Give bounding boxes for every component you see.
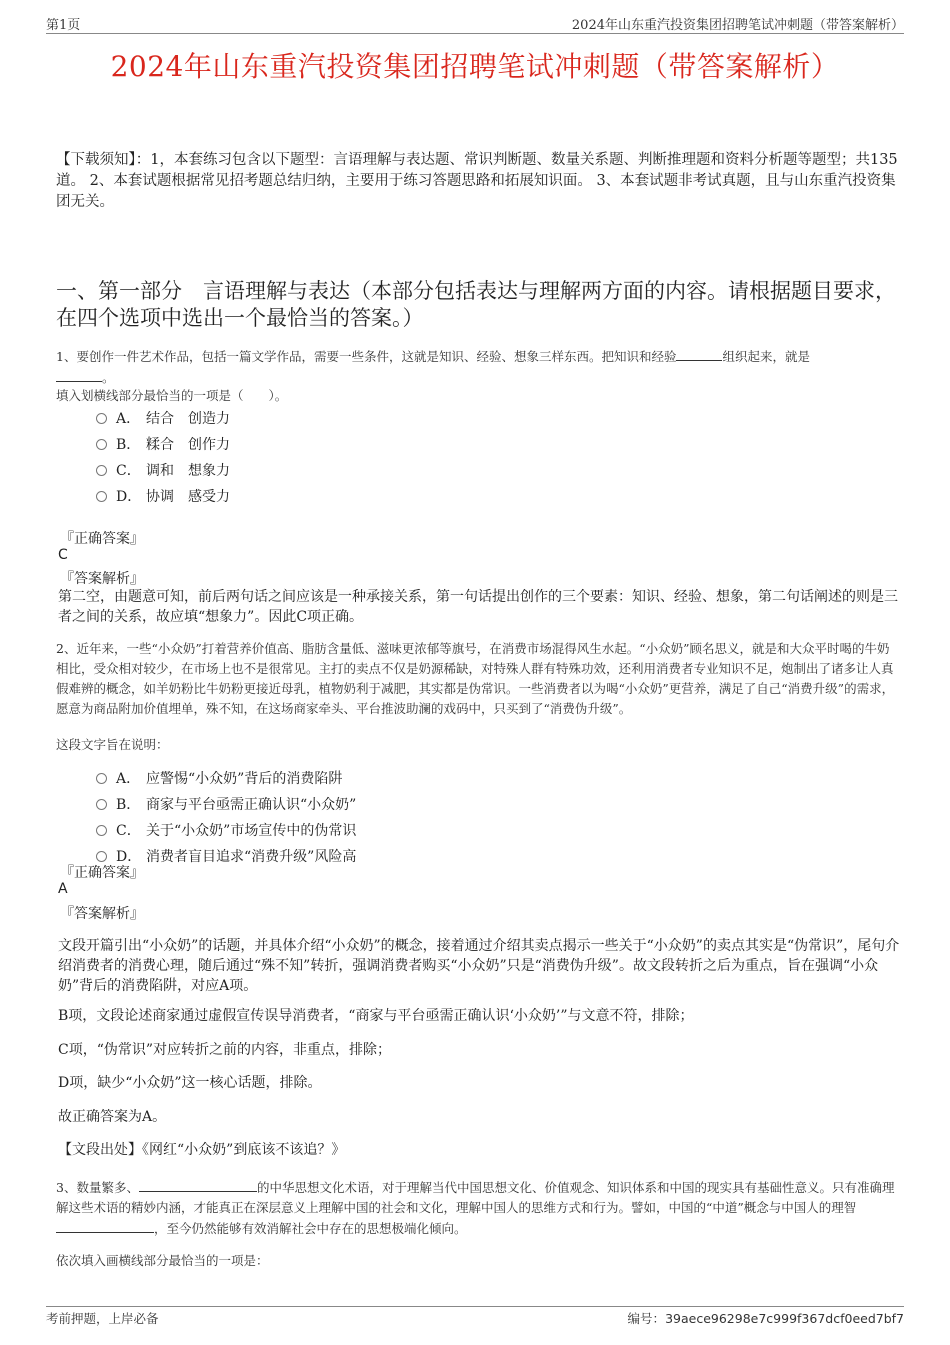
q1-stem-part-c: 。	[102, 370, 115, 385]
q3-blank-1	[139, 1177, 257, 1192]
radio-icon[interactable]	[96, 851, 107, 862]
q1-stem	[56, 346, 900, 388]
q2-answer-label: 『正确答案』	[60, 865, 144, 881]
radio-icon[interactable]	[96, 413, 107, 424]
q2-analysis-1: 文段开篇引出“小众奶”的话题，并具体介绍“小众奶”的概念，接着通过介绍其卖点揭示一些关于“小众奶”的卖点其实是“伪常识”，尾句介绍消费者的消费心理，随后通过“殊不知”转折，强调消费者购买“小众奶”只是“消费伪升级”。故文段转折之后为重点，旨在强调“小众奶”背后的消费陷阱，对应A项。	[58, 938, 900, 994]
header-divider	[46, 33, 904, 34]
radio-icon[interactable]	[96, 773, 107, 784]
q1-blank-2	[56, 367, 102, 382]
q1-option-d[interactable]: D． 协调 感受力	[96, 486, 230, 508]
q2-analysis-label: 『答案解析』	[60, 906, 144, 922]
q2-option-c[interactable]: C． 关于“小众奶”市场宣传中的伪常识	[96, 820, 356, 842]
q3-stem	[56, 1177, 900, 1239]
page-number: 第1页	[46, 18, 81, 33]
q2-prompt: 这段文字旨在说明：	[56, 737, 169, 752]
q3-stem-part-c: ，至今仍然能够有效消解社会中存在的思想极端化倾向。	[154, 1221, 467, 1236]
footer-code	[628, 1309, 904, 1327]
q2-answer: A	[58, 881, 68, 897]
page-title: 2024年山东重汽投资集团招聘笔试冲刺题（带答案解析）	[110, 50, 840, 83]
q2-analysis-4: D项，缺少“小众奶”这一核心话题，排除。	[58, 1075, 322, 1091]
q1-analysis: 第二空，由题意可知，前后两句话之间应该是一种承接关系，第一句话提出创作的三个要素：知识、经验、想象，第二句话阐述的则是三者之间的关系，故应填“想象力”。因此C项正确。	[58, 589, 898, 625]
q1-analysis-label: 『答案解析』	[60, 571, 144, 587]
q2-analysis-5: 故正确答案为A。	[58, 1109, 167, 1125]
radio-icon[interactable]	[96, 825, 107, 836]
q1-blank-1	[676, 346, 722, 361]
q2-option-d[interactable]: D． 消费者盲目追求“消费升级”风险高	[96, 846, 356, 868]
radio-icon[interactable]	[96, 799, 107, 810]
radio-icon[interactable]	[96, 491, 107, 502]
q2-source: 【文段出处】《网红“小众奶”到底该不该追？》	[58, 1142, 346, 1158]
download-notice: 【下载须知】：1，本套练习包含以下题型：言语理解与表达题、常识判断题、数量关系题、判断推理题和资料分析题等题型；共135道。 2、本套试题根据常见招考题总结归纳，主要用于练习答题思路和拓展知识面。 3、本套试题非考试真题，且与山东重汽投资集团无关。	[56, 152, 898, 210]
q2-analysis-3: C项，“伪常识”对应转折之前的内容，非重点，排除；	[58, 1042, 392, 1058]
footer-slogan: 考前押题，上岸必备	[46, 1311, 159, 1326]
footer-code-label: 编号：	[627, 1311, 666, 1326]
footer-code-value: 39aece96298e7c999f367dcf0eed7bf7	[665, 1311, 904, 1326]
q2-stem: 2、近年来，一些“小众奶”打着营养价值高、脂肪含量低、滋味更浓郁等旗号，在消费市场混得风生水起。“小众奶”顾名思义，就是和大众平时喝的牛奶相比，受众相对较少，在市场上也不是很常见。主打的卖点不仅是奶源稀缺，对特殊人群有特殊功效，还利用消费者专业知识不足，炮制出了诸多让人真假难辨的概念，如羊奶粉比牛奶粉更接近母乳，植物奶利于减肥，其实都是伪常识。一些消费者以为喝“小众奶”更营养，满足了自己“消费升级”的需求，愿意为商品附加价值埋单，殊不知，在这场商家牵头、平台推波助澜的戏码中，只买到了“消费伪升级”。	[56, 641, 895, 716]
q2-option-a[interactable]: A． 应警惕“小众奶”背后的消费陷阱	[96, 768, 342, 790]
q1-answer: C	[58, 547, 68, 563]
q1-answer-label: 『正确答案』	[60, 531, 144, 547]
q1-prompt: 填入划横线部分最恰当的一项是（ ）。	[56, 388, 288, 403]
q3-stem-part-b: 的中华思想文化术语，对于理解当代中国思想文化、价值观念、知识体系和中国的现实具有基础性意义。只有准确理解这些术语的精妙内涵，才能真正在深层意义上理解中国的社会和文化，理解中国人的思维方式和行为。譬如，中国的“中道”概念与中国人的理智	[56, 1180, 895, 1215]
q2-option-b[interactable]: B． 商家与平台亟需正确认识“小众奶”	[96, 794, 356, 816]
section-title: 一、第一部分 言语理解与表达（本部分包括表达与理解两方面的内容。请根据题目要求，在四个选项中选出一个最恰当的答案。）	[56, 279, 896, 330]
radio-icon[interactable]	[96, 439, 107, 450]
header-doc-title: 2024年山东重汽投资集团招聘笔试冲刺题（带答案解析）	[571, 18, 904, 33]
q3-stem-part-a: 3、数量繁多、	[56, 1180, 139, 1195]
q1-stem-part-a: 1、要创作一件艺术作品，包括一篇文学作品，需要一些条件，这就是知识、经验、想象三样东西。把知识和经验	[56, 349, 677, 364]
q1-option-c[interactable]: C． 调和 想象力	[96, 460, 230, 482]
q1-stem-part-b: 组织起来，就是	[722, 349, 810, 364]
q2-analysis-2: B项，文段论述商家通过虚假宣传误导消费者，“商家与平台亟需正确认识‘小众奶’”与文意不符，排除；	[58, 1008, 694, 1024]
footer-divider	[46, 1306, 904, 1307]
q3-blank-2	[56, 1218, 154, 1233]
q1-option-a[interactable]: A． 结合 创造力	[96, 408, 230, 430]
radio-icon[interactable]	[96, 465, 107, 476]
q3-prompt: 依次填入画横线部分最恰当的一项是：	[56, 1253, 269, 1268]
q1-option-b[interactable]: B． 糅合 创作力	[96, 434, 230, 456]
